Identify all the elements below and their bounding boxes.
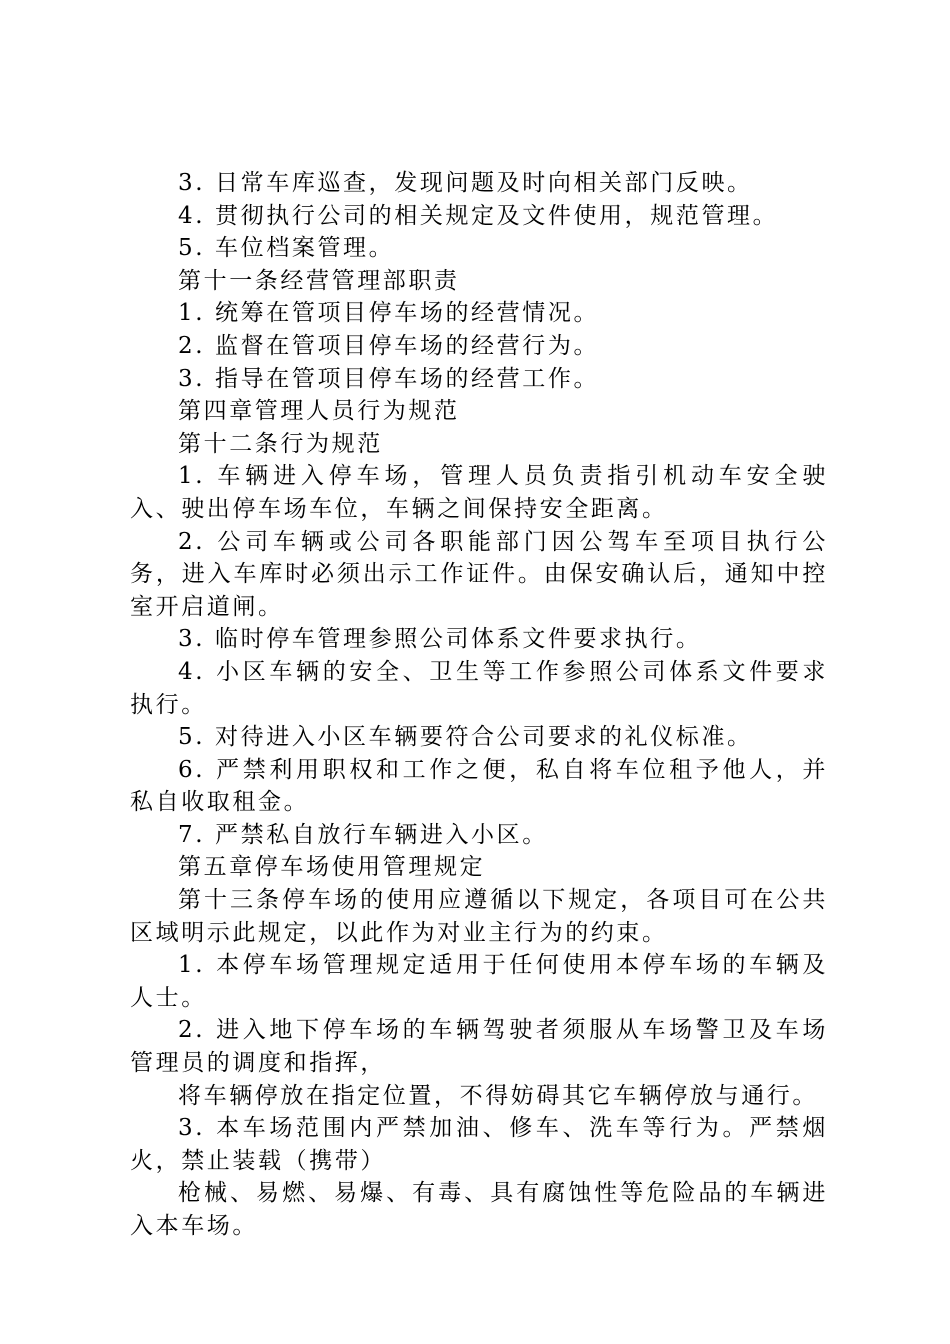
chapter-heading: 第四章管理人员行为规范	[178, 398, 460, 425]
paragraph: 6. 严禁利用职权和工作之便，私自将车位租予他人，并私自收取租金。	[130, 756, 828, 816]
article-heading: 第十二条行为规范	[178, 430, 383, 457]
paragraph: 1. 车辆进入停车场，管理人员负责指引机动车安全驶入、驶出停车场车位，车辆之间保持安全距离。	[130, 463, 828, 522]
chapter-heading: 第五章停车场使用管理规定	[178, 854, 486, 881]
paragraph: 1. 本停车场管理规定适用于任何使用本停车场的车辆及人士。	[130, 952, 828, 1011]
paragraph: 3. 临时停车管理参照公司体系文件要求执行。	[178, 626, 702, 653]
paragraph: 3. 本车场范围内严禁加油、修车、洗车等行为。严禁烟火，禁止装载（携带）	[130, 1115, 828, 1174]
paragraph: 枪械、易燃、易爆、有毒、具有腐蚀性等危险品的车辆进入本车场。	[130, 1180, 828, 1239]
paragraph: 1. 统筹在管项目停车场的经营情况。	[178, 300, 600, 327]
paragraph: 2. 进入地下停车场的车辆驾驶者须服从车场警卫及车场管理员的调度和指挥，	[130, 1017, 828, 1077]
paragraph: 5. 对待进入小区车辆要符合公司要求的礼仪标准。	[178, 724, 753, 751]
article-heading: 第十三条停车场的使用应遵循以下规定，各项目可在公共区域明示此规定，以此作为对业主行为的约束。	[130, 887, 828, 946]
paragraph: 2. 监督在管项目停车场的经营行为。	[178, 332, 600, 359]
article-heading: 第十一条经营管理部职责	[178, 267, 460, 294]
paragraph: 将车辆停放在指定位置，不得妨碍其它车辆停放与通行。	[178, 1082, 818, 1109]
paragraph: 3. 日常车库巡查，发现问题及时向相关部门反映。	[178, 170, 753, 196]
paragraph: 4. 贯彻执行公司的相关规定及文件使用，规范管理。	[178, 202, 779, 229]
paragraph: 7. 严禁私自放行车辆进入小区。	[178, 821, 548, 848]
paragraph: 3. 指导在管项目停车场的经营工作。	[178, 365, 600, 392]
paragraph: 2. 公司车辆或公司各职能部门因公驾车至项目执行公务，进入车库时必须出示工作证件。由保安确认后，通知中控室开启道闸。	[130, 528, 828, 620]
document-body	[130, 167, 828, 1243]
paragraph: 5. 车位档案管理。	[178, 235, 395, 262]
paragraph: 4. 小区车辆的安全、卫生等工作参照公司体系文件要求执行。	[130, 658, 828, 718]
